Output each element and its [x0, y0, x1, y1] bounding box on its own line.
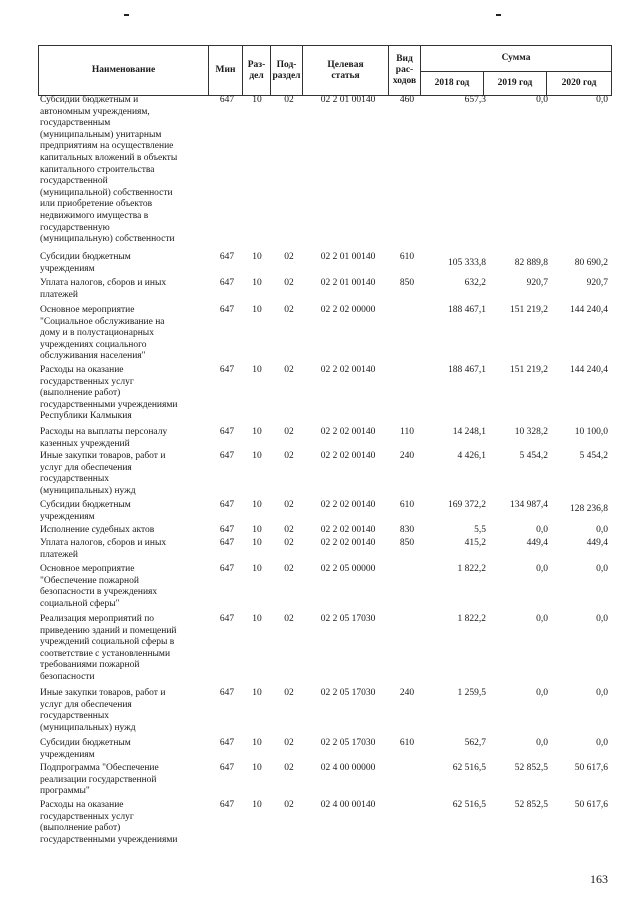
row-2020: 5 454,2	[579, 451, 608, 461]
row-2018: 562,7	[464, 738, 486, 748]
row-2018: 4 426,1	[457, 451, 486, 461]
row-min: 647	[219, 305, 235, 315]
row-podrazdel: 02	[284, 738, 294, 748]
row-2018: 188 467,1	[448, 365, 486, 375]
row-2019: 52 852,5	[514, 800, 548, 810]
row-min: 647	[219, 451, 235, 461]
row-razdel: 10	[252, 278, 262, 288]
header-year-2020: 2020 год	[547, 72, 612, 96]
row-vr: 850	[399, 278, 415, 288]
row-2020: 144 240,4	[570, 365, 608, 375]
row-min: 647	[219, 278, 235, 288]
page-number: 163	[590, 872, 608, 886]
row-min: 647	[219, 538, 235, 548]
row-csr: 02 2 01 00140	[320, 95, 376, 105]
row-name: Подпрограмма "Обеспечение реализации государственной программы"	[40, 763, 159, 797]
row-2019: 134 987,4	[510, 500, 548, 510]
row-vr: 850	[399, 538, 415, 548]
row-podrazdel: 02	[284, 278, 294, 288]
row-csr: 02 2 02 00140	[320, 538, 376, 548]
row-razdel: 10	[252, 538, 262, 548]
header-mark-right	[496, 14, 501, 16]
row-podrazdel: 02	[284, 95, 294, 105]
row-razdel: 10	[252, 305, 262, 315]
row-2020: 50 617,6	[574, 800, 608, 810]
row-2019: 920,7	[526, 278, 548, 288]
row-podrazdel: 02	[284, 538, 294, 548]
row-2020: 920,7	[586, 278, 608, 288]
row-name: Уплата налогов, сборов и иных платежей	[40, 538, 167, 560]
row-2019: 0,0	[536, 688, 548, 698]
row-csr: 02 4 00 00000	[320, 763, 376, 773]
row-csr: 02 2 02 00000	[320, 305, 376, 315]
row-razdel: 10	[252, 427, 262, 437]
row-2018: 657,3	[464, 95, 486, 105]
row-vr: 830	[399, 525, 415, 535]
row-vr: 110	[400, 427, 414, 437]
row-2018: 632,2	[464, 278, 486, 288]
row-razdel: 10	[252, 800, 262, 810]
row-name: Исполнение судебных актов	[40, 525, 155, 535]
row-2019: 0,0	[536, 614, 548, 624]
row-2018: 188 467,1	[448, 305, 486, 315]
row-2019: 10 328,2	[514, 427, 548, 437]
row-2020: 144 240,4	[570, 305, 608, 315]
row-min: 647	[219, 95, 235, 105]
row-name: Основное мероприятие "Обеспечение пожарной безопасности в учреждениях социальной сферы"	[40, 564, 158, 609]
row-podrazdel: 02	[284, 564, 294, 574]
row-podrazdel: 02	[284, 525, 294, 535]
row-min: 647	[219, 738, 235, 748]
row-name: Субсидии бюджетным учреждениям	[40, 500, 131, 522]
row-csr: 02 2 02 00140	[320, 427, 376, 437]
row-2019: 449,4	[526, 538, 548, 548]
row-2018: 62 516,5	[452, 763, 486, 773]
row-name: Реализация мероприятий по приведению зданий и помещений учреждений социальной сферы в соответствие с установленными требованиями пожарной безопасности	[40, 614, 177, 682]
row-vr: 240	[399, 451, 415, 461]
row-name: Субсидии бюджетным и автономным учреждениям, государственным (муниципальным) унитарным предприятиям на осуществление капитальных вложений в объекты капитального строительства государственной (муниципальной) собственности или приобретение объектов недвижимого имущества в государственную (муниципальную) собственности	[40, 95, 178, 245]
row-2020: 0,0	[596, 614, 608, 624]
row-csr: 02 2 05 17030	[320, 688, 376, 698]
row-2018: 169 372,2	[448, 500, 486, 510]
row-2018: 1 822,2	[457, 614, 486, 624]
header-mark-left	[124, 14, 129, 16]
header-summa: Сумма	[421, 46, 612, 72]
row-2019: 82 889,8	[514, 258, 548, 268]
row-razdel: 10	[252, 365, 262, 375]
row-podrazdel: 02	[284, 252, 294, 262]
row-vr: 460	[399, 95, 415, 105]
row-2018: 415,2	[464, 538, 486, 548]
row-csr: 02 2 02 00140	[320, 451, 376, 461]
row-podrazdel: 02	[284, 451, 294, 461]
row-razdel: 10	[252, 564, 262, 574]
row-2019: 0,0	[536, 525, 548, 535]
row-2020: 0,0	[596, 95, 608, 105]
row-2019: 0,0	[536, 95, 548, 105]
row-razdel: 10	[252, 688, 262, 698]
row-2018: 5,5	[474, 525, 486, 535]
row-2020: 128 236,8	[570, 504, 608, 514]
row-csr: 02 4 00 00140	[320, 800, 376, 810]
row-min: 647	[219, 564, 235, 574]
row-2018: 1 822,2	[457, 564, 486, 574]
row-razdel: 10	[252, 252, 262, 262]
row-min: 647	[219, 365, 235, 375]
row-vr: 610	[399, 252, 415, 262]
row-name: Основное мероприятие "Социальное обслуживание на дому и в полустационарных учреждениях социального обслуживания населения"	[40, 305, 165, 362]
row-csr: 02 2 02 00140	[320, 525, 376, 535]
row-2019: 52 852,5	[514, 763, 548, 773]
row-2020: 50 617,6	[574, 763, 608, 773]
header-csr: Целевая статья	[303, 46, 389, 96]
row-csr: 02 2 05 00000	[320, 564, 376, 574]
row-razdel: 10	[252, 500, 262, 510]
row-razdel: 10	[252, 614, 262, 624]
row-2018: 1 259,5	[457, 688, 486, 698]
row-csr: 02 2 05 17030	[320, 738, 376, 748]
row-name: Уплата налогов, сборов и иных платежей	[40, 278, 167, 300]
header-year-2019: 2019 год	[484, 72, 547, 96]
table-body	[38, 95, 611, 855]
row-podrazdel: 02	[284, 365, 294, 375]
row-2020: 449,4	[586, 538, 608, 548]
row-podrazdel: 02	[284, 763, 294, 773]
row-razdel: 10	[252, 451, 262, 461]
row-podrazdel: 02	[284, 305, 294, 315]
row-name: Расходы на оказание государственных услуг (выполнение работ) государственными учреждениями Республики Калмыкия	[40, 365, 178, 422]
row-2019: 0,0	[536, 738, 548, 748]
table-header	[38, 45, 612, 96]
row-2019: 151 219,2	[510, 365, 548, 375]
row-podrazdel: 02	[284, 427, 294, 437]
row-min: 647	[219, 500, 235, 510]
row-razdel: 10	[252, 738, 262, 748]
row-min: 647	[219, 763, 235, 773]
row-name: Расходы на выплаты персоналу казенных учреждений	[40, 427, 168, 449]
row-name: Субсидии бюджетным учреждениям	[40, 252, 131, 274]
row-2019: 5 454,2	[519, 451, 548, 461]
row-2020: 0,0	[596, 688, 608, 698]
row-2018: 105 333,8	[448, 258, 486, 268]
row-razdel: 10	[252, 763, 262, 773]
row-razdel: 10	[252, 525, 262, 535]
row-2020: 80 690,2	[574, 258, 608, 268]
row-2020: 0,0	[596, 564, 608, 574]
row-csr: 02 2 02 00140	[320, 365, 376, 375]
row-min: 647	[219, 252, 235, 262]
row-2020: 0,0	[596, 738, 608, 748]
row-min: 647	[219, 688, 235, 698]
row-2018: 14 248,1	[452, 427, 486, 437]
row-min: 647	[219, 525, 235, 535]
row-2019: 0,0	[536, 564, 548, 574]
row-min: 647	[219, 427, 235, 437]
header-name: Наименование	[39, 46, 209, 96]
header-min: Мин	[209, 46, 243, 96]
row-min: 647	[219, 614, 235, 624]
row-csr: 02 2 01 00140	[320, 252, 376, 262]
row-name: Субсидии бюджетным учреждениям	[40, 738, 131, 760]
row-2020: 10 100,0	[574, 427, 608, 437]
row-2018: 62 516,5	[452, 800, 486, 810]
row-podrazdel: 02	[284, 688, 294, 698]
row-2020: 0,0	[596, 525, 608, 535]
row-vr: 240	[399, 688, 415, 698]
row-2019: 151 219,2	[510, 305, 548, 315]
row-podrazdel: 02	[284, 800, 294, 810]
row-name: Расходы на оказание государственных услуг (выполнение работ) государственными учреждениями	[40, 800, 178, 845]
row-razdel: 10	[252, 95, 262, 105]
header-podrazdel: Под- раздел	[271, 46, 303, 96]
row-vr: 610	[399, 500, 415, 510]
row-vr: 610	[399, 738, 415, 748]
row-podrazdel: 02	[284, 500, 294, 510]
row-name: Иные закупки товаров, работ и услуг для обеспечения государственных (муниципальных) нужд	[40, 451, 166, 496]
header-razdel: Раз- дел	[243, 46, 271, 96]
row-csr: 02 2 02 00140	[320, 500, 376, 510]
row-csr: 02 2 05 17030	[320, 614, 376, 624]
row-min: 647	[219, 800, 235, 810]
row-podrazdel: 02	[284, 614, 294, 624]
row-name: Иные закупки товаров, работ и услуг для обеспечения государственных (муниципальных) нужд	[40, 688, 166, 733]
row-csr: 02 2 01 00140	[320, 278, 376, 288]
header-year-2018: 2018 год	[421, 72, 484, 96]
header-vr: Вид рас- ходов	[389, 46, 421, 96]
